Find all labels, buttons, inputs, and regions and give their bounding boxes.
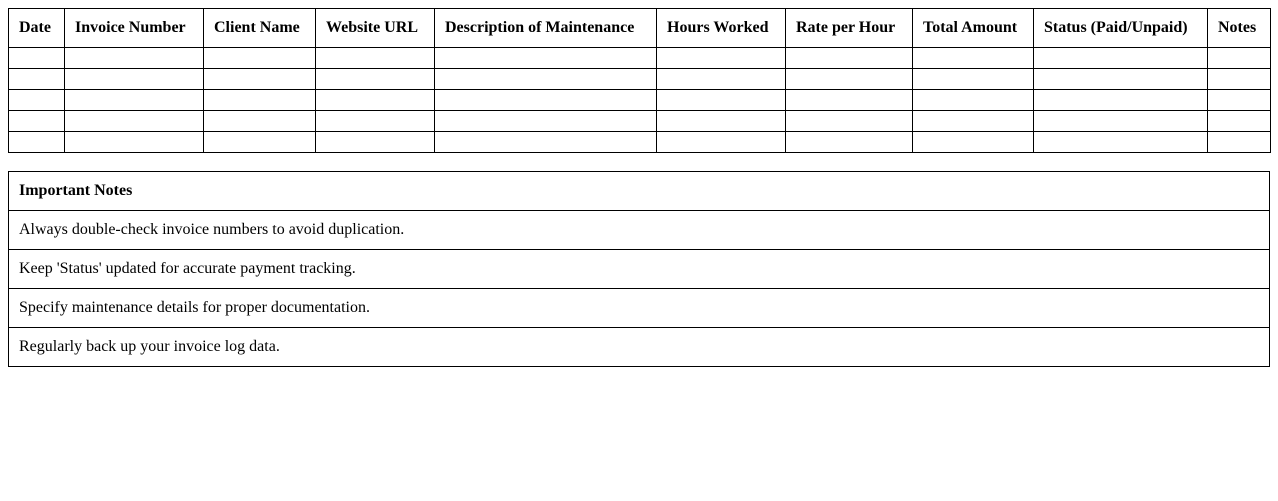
table-cell[interactable] [9,48,65,69]
table-row [9,132,1271,153]
table-cell[interactable] [204,48,316,69]
column-header-rate-per-hour: Rate per Hour [786,9,913,48]
table-cell[interactable] [1208,90,1271,111]
table-cell[interactable] [1208,69,1271,90]
table-cell[interactable] [316,48,435,69]
table-cell[interactable] [913,111,1034,132]
table-cell[interactable] [1034,69,1208,90]
notes-header-row [9,172,1270,211]
table-cell[interactable] [9,111,65,132]
table-cell[interactable] [913,90,1034,111]
column-header-notes: Notes [1208,9,1271,48]
table-cell[interactable] [913,69,1034,90]
table-cell[interactable] [1208,48,1271,69]
table-cell[interactable] [65,90,204,111]
table-cell[interactable] [786,132,913,153]
table-cell[interactable] [435,132,657,153]
table-cell[interactable] [657,132,786,153]
table-cell[interactable] [316,90,435,111]
important-notes-table [8,171,1270,367]
note-item: Specify maintenance details for proper documentation. [9,289,1270,328]
table-cell[interactable] [9,132,65,153]
notes-title: Important Notes [9,172,1270,211]
table-cell[interactable] [316,69,435,90]
note-row [9,289,1270,328]
note-item: Always double-check invoice numbers to avoid duplication. [9,211,1270,250]
table-row [9,111,1271,132]
table-cell[interactable] [1034,132,1208,153]
table-cell[interactable] [435,111,657,132]
table-cell[interactable] [913,48,1034,69]
invoice-log-table [8,8,1271,153]
table-cell[interactable] [65,132,204,153]
column-header-hours-worked: Hours Worked [657,9,786,48]
table-row [9,69,1271,90]
note-item: Keep 'Status' updated for accurate payment tracking. [9,250,1270,289]
table-cell[interactable] [657,111,786,132]
invoice-table-body [9,48,1271,153]
table-cell[interactable] [204,90,316,111]
column-header-date: Date [9,9,65,48]
table-cell[interactable] [435,90,657,111]
table-cell[interactable] [204,69,316,90]
table-cell[interactable] [786,48,913,69]
table-cell[interactable] [1208,111,1271,132]
table-cell[interactable] [65,111,204,132]
table-cell[interactable] [316,132,435,153]
column-header-status: Status (Paid/Unpaid) [1034,9,1208,48]
table-cell[interactable] [786,90,913,111]
table-row [9,90,1271,111]
table-cell[interactable] [9,69,65,90]
column-header-description: Description of Maintenance [435,9,657,48]
column-header-invoice-number: Invoice Number [65,9,204,48]
table-header-row [9,9,1271,48]
note-row [9,328,1270,367]
table-cell[interactable] [1208,132,1271,153]
column-header-website-url: Website URL [316,9,435,48]
table-cell[interactable] [9,90,65,111]
table-cell[interactable] [913,132,1034,153]
table-row [9,48,1271,69]
note-row [9,211,1270,250]
table-cell[interactable] [786,111,913,132]
table-cell[interactable] [435,69,657,90]
table-cell[interactable] [657,69,786,90]
table-cell[interactable] [1034,48,1208,69]
table-cell[interactable] [204,132,316,153]
table-cell[interactable] [1034,90,1208,111]
table-cell[interactable] [435,48,657,69]
note-item: Regularly back up your invoice log data. [9,328,1270,367]
table-cell[interactable] [316,111,435,132]
column-header-total-amount: Total Amount [913,9,1034,48]
note-row [9,250,1270,289]
table-cell[interactable] [1034,111,1208,132]
column-header-client-name: Client Name [204,9,316,48]
table-cell[interactable] [657,48,786,69]
table-cell[interactable] [65,48,204,69]
table-cell[interactable] [65,69,204,90]
table-cell[interactable] [786,69,913,90]
table-cell[interactable] [657,90,786,111]
table-cell[interactable] [204,111,316,132]
